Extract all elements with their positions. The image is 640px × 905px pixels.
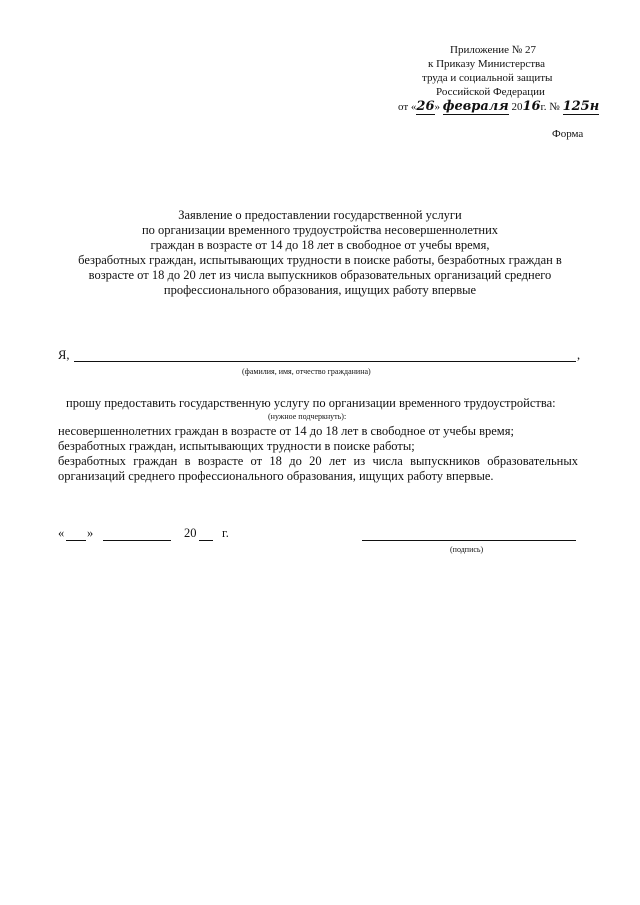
date-month-field[interactable]	[103, 540, 171, 541]
appendix-number: Приложение № 27	[450, 44, 537, 56]
order-year: 16	[522, 99, 541, 114]
option-graduates-line2[interactable]: организаций среднего профессионального образования, ищущих работу впервые.	[58, 469, 494, 483]
applicant-name-field[interactable]	[74, 361, 576, 362]
date-year-field[interactable]	[199, 540, 213, 541]
form-label: Форма	[552, 128, 584, 140]
date-quote-close: »	[87, 526, 94, 540]
date-quote-open: «	[58, 526, 65, 540]
order-day: 26	[416, 99, 435, 114]
signature-caption: (подпись)	[450, 545, 484, 554]
order-suffix: г. №	[540, 101, 560, 113]
option-unemployed[interactable]: безработных граждан, испытывающих трудности в поиске работы;	[58, 439, 415, 453]
option-minors[interactable]: несовершеннолетних граждан в возрасте от 14 до 18 лет в свободное от учебы время;	[58, 424, 514, 438]
title-line: Заявление о предоставлении государственной услуги	[178, 208, 462, 222]
request-text: прошу предоставить государственную услугу по организации временного трудоустройства:	[66, 396, 556, 410]
date-year-prefix: 20	[184, 526, 197, 540]
order-number: 125н	[562, 99, 600, 114]
applicant-suffix: ,	[577, 348, 581, 362]
title-line: возрасте от 18 до 20 лет из числа выпускников образовательных организаций среднего	[88, 268, 552, 282]
order-mid: »	[434, 101, 441, 113]
title-line: граждан в возрасте от 14 до 18 лет в свободное от учебы время,	[150, 238, 490, 252]
option-graduates-line1[interactable]: безработных граждан в возрасте от 18 до 20 лет из числа выпускников образовательных	[58, 454, 578, 468]
date-day-field[interactable]	[66, 540, 86, 541]
federation-name: Российской Федерации	[436, 86, 545, 98]
date-year-suffix: г.	[222, 526, 229, 540]
order-prefix: от «	[398, 101, 417, 113]
title-line: профессионального образования, ищущих работу впервые	[163, 283, 477, 297]
order-year-prefix: 20	[511, 101, 523, 113]
signature-field[interactable]	[362, 540, 576, 541]
document-title	[40, 208, 600, 298]
applicant-prefix: Я,	[58, 348, 70, 362]
applicant-caption: (фамилия, имя, отчество гражданина)	[242, 367, 371, 376]
order-month: февраля	[442, 99, 509, 114]
order-date-line	[398, 100, 598, 116]
ministry-name: труда и социальной защиты	[422, 72, 553, 84]
title-line: по организации временного трудоустройства несовершеннолетних	[141, 223, 499, 237]
order-reference: к Приказу Министерства	[428, 58, 545, 70]
title-line: безработных граждан, испытывающих трудности в поиске работы, безработных граждан в	[78, 253, 562, 267]
request-hint: (нужное подчеркнуть):	[268, 412, 347, 421]
